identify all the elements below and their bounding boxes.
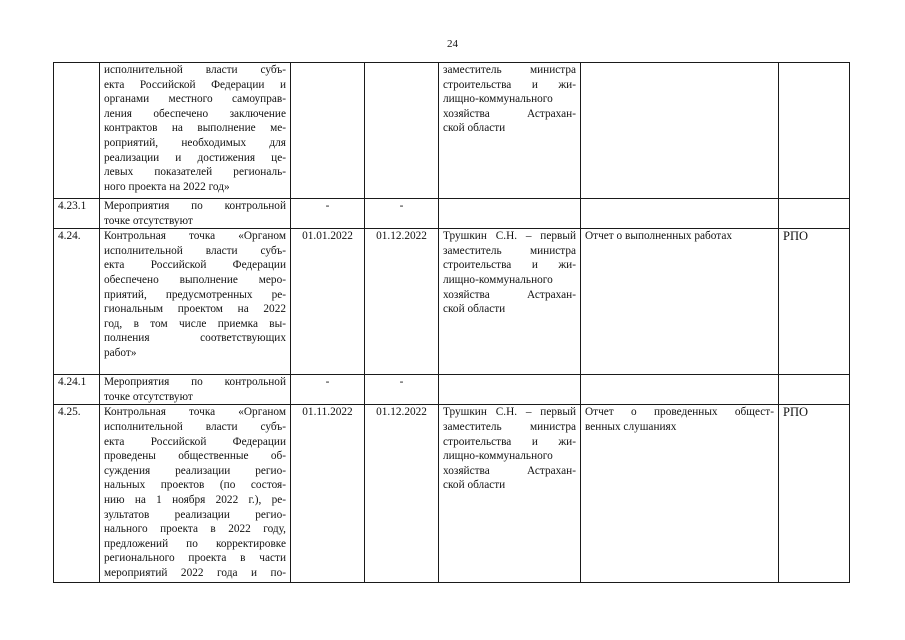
name-cell	[100, 63, 291, 199]
result-cell	[581, 405, 779, 583]
responsible-line: ской области	[443, 479, 506, 492]
responsible-line: Трушкин С.Н. – первый	[443, 230, 576, 243]
row-number-cell: 4.25.	[54, 405, 100, 583]
name-line: работ»	[104, 346, 137, 359]
name-line: полнения соответствующих	[104, 332, 286, 345]
name-line: исполнительной власти субъ-	[104, 420, 286, 433]
responsible-cell	[439, 63, 581, 199]
level-cell	[779, 199, 850, 229]
start-date-cell: -	[291, 375, 365, 405]
name-line: Мероприятия по контрольной	[104, 376, 286, 389]
end-date-cell: -	[365, 199, 439, 229]
name-cell	[100, 405, 291, 583]
table-row	[54, 199, 850, 229]
responsible-line: Трушкин С.Н. – первый	[443, 406, 576, 419]
responsible-cell	[439, 375, 581, 405]
responsible-line: строительства и жи-	[443, 259, 576, 272]
level-cell: РПО	[779, 405, 850, 583]
responsible-line: хозяйства Астрахан-	[443, 288, 576, 301]
responsible-line: ской области	[443, 303, 506, 316]
name-line: приятий, предусмотренных ре-	[104, 288, 286, 301]
name-line: год, в том числе приемка вы-	[104, 317, 286, 330]
name-line: нию на 1 ноября 2022 г.), ре-	[104, 493, 286, 506]
name-line: ления обеспечено заключение	[104, 107, 286, 120]
responsible-line: лищно-коммунального	[443, 93, 553, 106]
name-line: реализации и достижения це-	[104, 151, 286, 164]
responsible-line: заместитель министра	[443, 420, 576, 433]
responsible-line: хозяйства Астрахан-	[443, 107, 576, 120]
name-line: контрактов на выполнение ме-	[104, 122, 286, 135]
end-date-cell: 01.12.2022	[365, 405, 439, 583]
name-line: предложений по корректировке	[104, 537, 286, 550]
responsible-cell	[439, 405, 581, 583]
result-line: венных слушаниях	[585, 420, 677, 433]
name-cell	[100, 229, 291, 375]
name-line: ного проекта на 2022 год»	[104, 180, 230, 193]
responsible-line: лищно-коммунального	[443, 273, 553, 286]
name-line: левых показателей региональ-	[104, 166, 286, 179]
responsible-line: строительства и жи-	[443, 78, 576, 91]
level-cell	[779, 63, 850, 199]
result-line: Отчет о проведенных общест-	[585, 406, 774, 419]
end-date-cell: -	[365, 375, 439, 405]
name-line: мероприятий 2022 года и по-	[104, 566, 286, 579]
name-line: суждения реализации регио-	[104, 464, 286, 477]
level-cell: РПО	[779, 229, 850, 375]
name-line: точке отсутствуют	[104, 390, 193, 403]
start-date-cell: 01.11.2022	[291, 405, 365, 583]
responsible-cell	[439, 229, 581, 375]
name-cell	[100, 375, 291, 405]
responsible-line: хозяйства Астрахан-	[443, 464, 576, 477]
responsible-line: строительства и жи-	[443, 435, 576, 448]
level-cell	[779, 375, 850, 405]
responsible-line: заместитель министра	[443, 64, 576, 76]
start-date-cell: 01.01.2022	[291, 229, 365, 375]
name-cell	[100, 199, 291, 229]
name-line: обеспечено выполнение меро-	[104, 273, 286, 286]
name-line: нального проекта в 2022 году,	[104, 523, 286, 536]
row-number-cell: 4.24.	[54, 229, 100, 375]
name-line: проведены общественные об-	[104, 450, 286, 463]
name-line: органами местного самоуправ-	[104, 93, 286, 106]
name-line: точке отсутствуют	[104, 214, 193, 227]
table-row	[54, 405, 850, 583]
result-cell: Отчет о выполненных работах	[581, 229, 779, 375]
start-date-cell	[291, 63, 365, 199]
name-line: гиональным проектом на 2022	[104, 303, 286, 316]
result-cell	[581, 375, 779, 405]
responsible-cell	[439, 199, 581, 229]
name-line: регионального проекта в части	[104, 552, 286, 565]
name-line: исполнительной власти субъ-	[104, 64, 286, 76]
responsible-line: заместитель министра	[443, 244, 576, 257]
end-date-cell	[365, 63, 439, 199]
table-row	[54, 229, 850, 375]
name-line: Контрольная точка «Органом	[104, 230, 286, 243]
start-date-cell: -	[291, 199, 365, 229]
name-line: нальных проектов (по состоя-	[104, 479, 286, 492]
name-line: екта Российской Федерации	[104, 435, 286, 448]
responsible-line: лищно-коммунального	[443, 450, 553, 463]
name-line: екта Российской Федерации и	[104, 78, 286, 91]
name-line: екта Российской Федерации	[104, 259, 286, 272]
row-number-cell	[54, 63, 100, 199]
row-number-cell: 4.24.1	[54, 375, 100, 405]
result-cell	[581, 199, 779, 229]
name-line: зультатов реализации регио-	[104, 508, 286, 521]
responsible-line: ской области	[443, 122, 506, 135]
plan-table	[53, 62, 850, 583]
name-line: исполнительной власти субъ-	[104, 244, 286, 257]
page-number: 24	[447, 38, 458, 50]
name-line: роприятий, необходимых для	[104, 136, 286, 149]
row-number-cell: 4.23.1	[54, 199, 100, 229]
name-line: Контрольная точка «Органом	[104, 406, 286, 419]
table-row	[54, 63, 850, 199]
name-line: Мероприятия по контрольной	[104, 200, 286, 212]
result-cell	[581, 63, 779, 199]
table-row	[54, 375, 850, 405]
end-date-cell: 01.12.2022	[365, 229, 439, 375]
